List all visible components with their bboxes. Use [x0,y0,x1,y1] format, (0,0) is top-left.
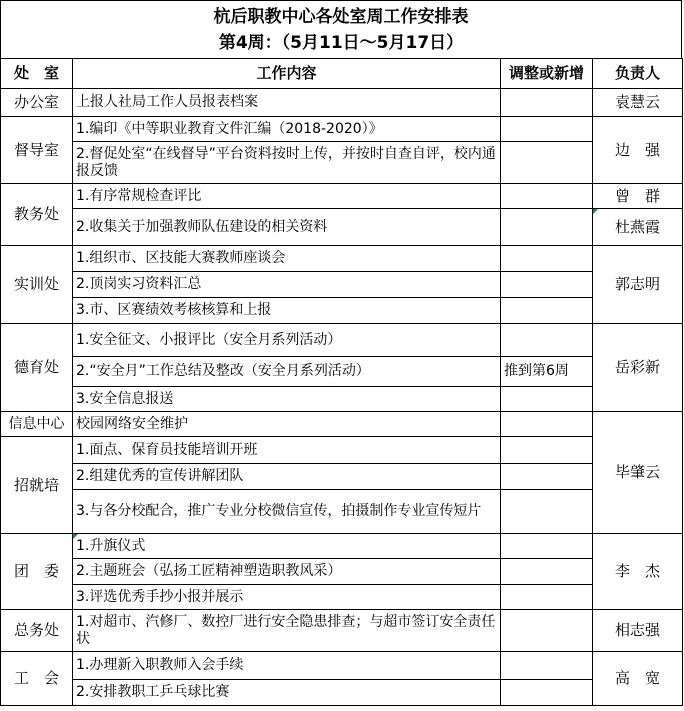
adjust-cell [501,387,593,412]
person-cell: 李 杰 [593,534,683,610]
adjust-cell [501,272,593,298]
adjust-cell [501,534,593,559]
content-cell: 3.评选优秀手抄小报并展示 [73,585,501,610]
adjust-cell [501,117,593,142]
adjust-cell [501,652,593,680]
content-cell: 1.安全征文、小报评比（安全月系列活动） [73,324,501,357]
dept-cell: 德育处 [1,324,73,412]
table-row [1,117,683,142]
table-row [1,490,683,534]
dept-cell: 督导室 [1,117,73,184]
dept-cell: 教务处 [1,184,73,246]
content-cell: 2.顶岗实习资料汇总 [73,272,501,298]
table-row [1,387,683,412]
dept-cell: 办公室 [1,89,73,117]
content-cell: 1.编印《中等职业教育文件汇编（2018-2020）》 [73,117,501,142]
table-row [1,324,683,357]
page-title: 杭后职教中心各处室周工作安排表 [213,7,469,27]
table-row [1,298,683,324]
adjust-cell [501,142,593,184]
person-cell: 高 宽 [593,652,683,706]
adjust-cell [501,490,593,534]
content-cell: 2.收集关于加强教师队伍建设的相关资料 [73,209,501,246]
table-row [1,209,683,246]
table-row [1,585,683,610]
table-row [1,464,683,490]
header-row [1,59,683,89]
adjust-cell [501,209,593,246]
adjust-cell [501,89,593,117]
content-cell: 2.安排教职工乒乓球比赛 [73,680,501,706]
table-row [1,142,683,184]
content-cell: 1.升旗仪式 [73,534,501,559]
table-row [1,272,683,298]
table-row [1,680,683,706]
table-row [1,437,683,464]
adjust-cell: 推到第6周 [501,357,593,387]
adjust-cell [501,184,593,209]
table-row [1,184,683,209]
header-dept: 处 室 [1,59,73,89]
adjust-cell [501,585,593,610]
content-cell: 2.组建优秀的宣传讲解团队 [73,464,501,490]
adjust-cell [501,680,593,706]
adjust-cell [501,324,593,357]
content-cell: 1.组织市、区技能大赛教师座谈会 [73,246,501,272]
person-cell: 相志强 [593,610,683,652]
content-cell: 1.对超市、汽修厂、数控厂进行安全隐患排查；与超市签订安全责任状 [73,610,501,652]
adjust-cell [501,246,593,272]
header-adjust: 调整或新增 [501,59,593,89]
week-subtitle: 第4周：（5月11日～5月17日） [218,33,464,53]
table-row [1,357,683,387]
person-cell: 郭志明 [593,246,683,324]
table-row [1,610,683,652]
person-cell: 岳彩新 [593,324,683,412]
header-person: 负责人 [593,59,683,89]
table-row [1,652,683,680]
content-cell: 2.“安全月”工作总结及整改（安全月系列活动） [73,357,501,387]
content-cell: 2.主题班会（弘扬工匠精神塑造职教风采） [73,559,501,585]
content-cell: 校园网络安全维护 [73,412,501,437]
table-row [1,246,683,272]
dept-cell: 团 委 [1,534,73,610]
table-row [1,412,683,437]
adjust-cell [501,610,593,652]
dept-cell: 总务处 [1,610,73,652]
adjust-cell [501,559,593,585]
adjust-cell [501,298,593,324]
schedule-table [0,58,683,706]
dept-cell: 招就培 [1,437,73,534]
table-row [1,89,683,117]
person-cell: 袁慧云 [593,89,683,117]
table-row [1,534,683,559]
content-cell: 1.办理新入职教师入会手续 [73,652,501,680]
content-cell: 上报人社局工作人员报表档案 [73,89,501,117]
table-title-block [0,0,682,58]
dept-cell: 实训处 [1,246,73,324]
content-cell: 3.市、区赛绩效考核核算和上报 [73,298,501,324]
person-cell: 杜燕霞 [593,209,683,246]
adjust-cell [501,437,593,464]
table-row [1,559,683,585]
person-cell: 边 强 [593,117,683,184]
content-cell: 2.督促处室“在线督导”平台资料按时上传，并按时自查自评，校内通报反馈 [73,142,501,184]
adjust-cell [501,464,593,490]
adjust-cell [501,412,593,437]
dept-cell: 工 会 [1,652,73,706]
content-cell: 1.面点、保育员技能培训开班 [73,437,501,464]
person-cell: 曾 群 [593,184,683,209]
person-cell: 毕肇云 [593,412,683,534]
header-content: 工作内容 [73,59,501,89]
dept-cell: 信息中心 [1,412,73,437]
content-cell: 3.安全信息报送 [73,387,501,412]
content-cell: 3.与各分校配合，推广专业分校微信宣传，拍摄制作专业宣传短片 [73,490,501,534]
content-cell: 1.有序常规检查评比 [73,184,501,209]
